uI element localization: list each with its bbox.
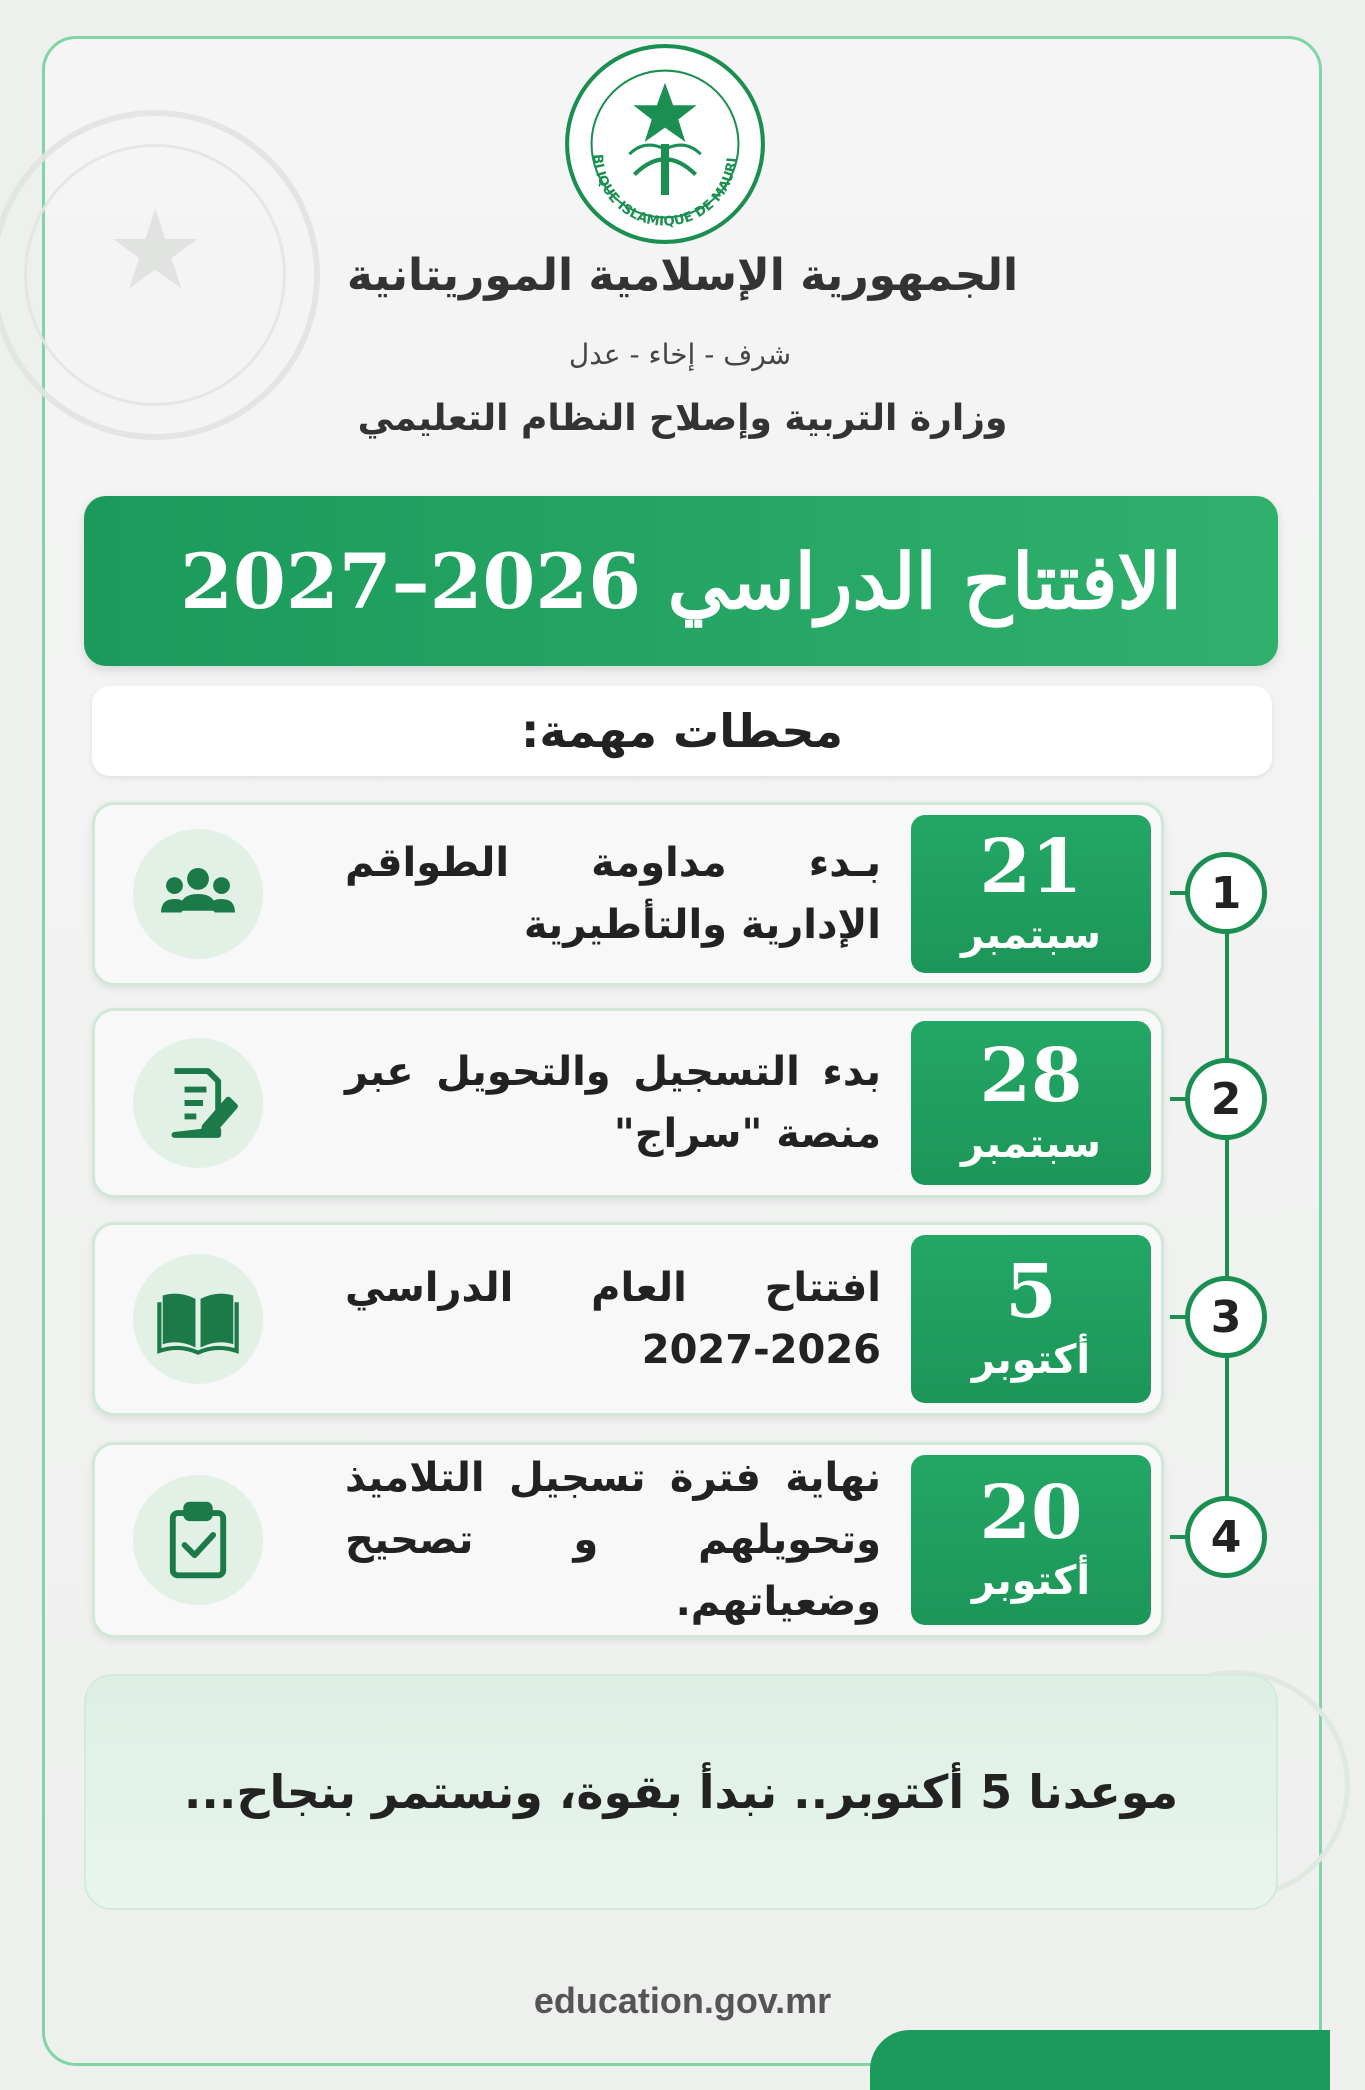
svg-text:REPUBLIQUE ISLAMIQUE DE MAURIT: BLIQUE ISLAMIQUE DE MAURI: [589, 153, 741, 230]
milestone-text: بدء التسجيل والتحويل عبر منصة "سراج": [345, 1049, 881, 1157]
milestone-date-4: [911, 1455, 1151, 1625]
milestone-card-1: [92, 802, 1164, 986]
edit-document-icon: [133, 1038, 263, 1168]
closing-message-box: [84, 1674, 1278, 1910]
milestone-card-3: [92, 1222, 1164, 1416]
subtitle-text: محطات مهمة:: [521, 704, 843, 758]
national-motto: شرف - إخاء - عدل: [568, 338, 792, 371]
subtitle-banner: [92, 686, 1272, 776]
milestone-text: افتتاح العام الدراسي 2026-2027: [345, 1265, 881, 1373]
watermark-seal: ★: [0, 110, 320, 440]
milestone-month: سبتمبر: [960, 1121, 1102, 1167]
milestone-day: 20: [979, 1470, 1083, 1556]
timeline-line: [1225, 892, 1229, 1537]
milestone-month: سبتمبر: [960, 912, 1102, 958]
milestone-month: أكتوبر: [971, 1558, 1091, 1604]
country-name: الجمهورية الإسلامية الموريتانية: [346, 250, 1019, 301]
milestone-text: بـدء مداومة الطواقم الإدارية والتأطيرية: [345, 840, 881, 948]
milestone-day: 5: [1005, 1249, 1057, 1335]
milestone-number-1: 1: [1185, 852, 1267, 934]
clipboard-check-icon: [133, 1475, 263, 1605]
milestone-text: نهاية فترة تسجيل التلاميذ وتحويلهم و تصحيح وضعياتهم.: [345, 1455, 881, 1625]
milestone-date-1: [911, 815, 1151, 973]
page-title: الافتتاح الدراسي 2026–2027: [180, 536, 1182, 626]
open-book-icon: [133, 1254, 263, 1384]
milestone-card-2: [92, 1008, 1164, 1198]
milestone-card-4: [92, 1442, 1164, 1638]
closing-message: موعدنا 5 أكتوبر.. نبدأ بقوة، ونستمر بنجاح...: [183, 1765, 1179, 1819]
users-icon: [133, 829, 263, 959]
milestone-date-2: [911, 1021, 1151, 1185]
milestone-day: 28: [979, 1033, 1083, 1119]
website-link[interactable]: education.gov.mr: [533, 1980, 832, 2021]
milestone-number-2: 2: [1185, 1058, 1267, 1140]
milestone-number-4: 4: [1185, 1496, 1267, 1578]
milestone-month: أكتوبر: [971, 1337, 1091, 1383]
corner-accent: [870, 2030, 1330, 2090]
national-seal-logo: [563, 42, 767, 246]
title-banner: [84, 496, 1278, 666]
milestone-date-3: [911, 1235, 1151, 1403]
milestone-day: 21: [979, 824, 1083, 910]
milestone-number-3: 3: [1185, 1276, 1267, 1358]
ministry-name: وزارة التربية وإصلاح النظام التعليمي: [357, 398, 1008, 439]
